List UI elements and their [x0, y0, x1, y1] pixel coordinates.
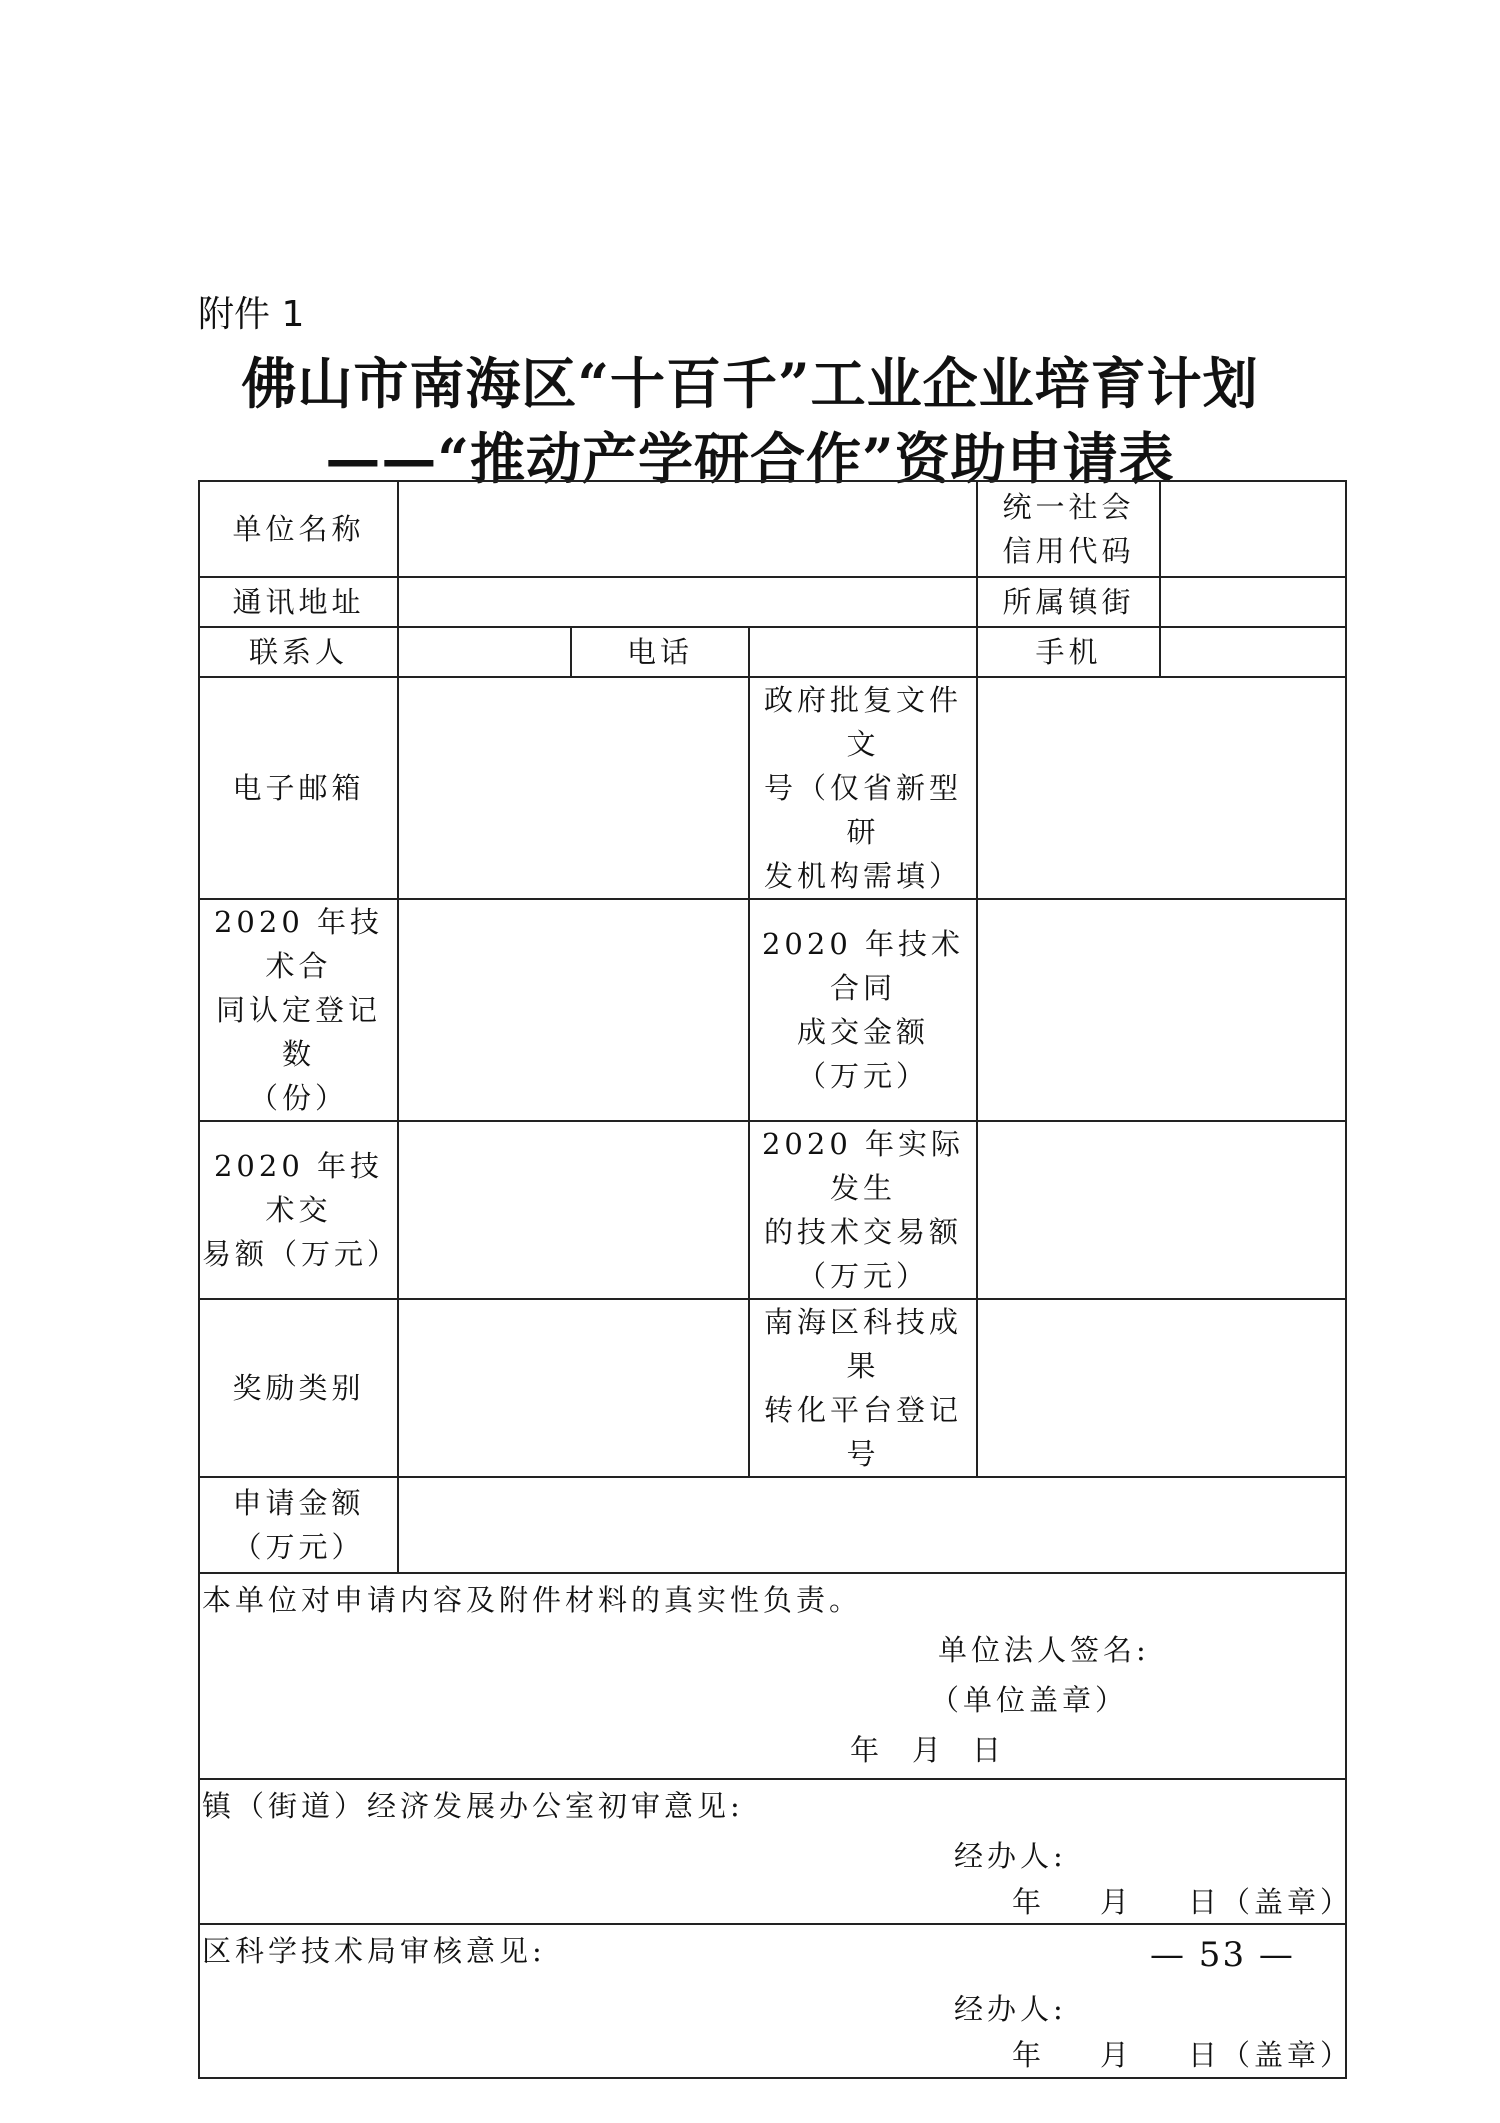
- apply-amount-label-line2: （万元）: [232, 1530, 365, 1564]
- contract-count-label-line3: （份）: [248, 1081, 348, 1115]
- gov-doc-label-line3: 发机构需填）: [763, 859, 962, 893]
- form-title-line2: ——“推动产学研合作”资助申请表: [325, 426, 1175, 491]
- gov-doc-label-line2: 号（仅省新型研: [763, 771, 962, 849]
- district-review-day-seal: 日（盖章）: [1188, 2038, 1354, 2072]
- table-row: [199, 481, 1346, 577]
- unit-name-label: 单位名称: [199, 481, 398, 577]
- contract-amount-label-line3: （万元）: [796, 1059, 929, 1093]
- award-type-label: 奖励类别: [199, 1299, 398, 1477]
- attachment-label: 附件 1: [198, 294, 305, 335]
- mobile-label: 手机: [977, 627, 1160, 677]
- legal-rep-signature-label: 单位法人签名:: [938, 1633, 1150, 1667]
- platform-label-line2: 转化平台登记号: [763, 1393, 962, 1471]
- gov-doc-label-line1: 政府批复文件文: [763, 683, 962, 761]
- phone-field[interactable]: [749, 627, 977, 677]
- contract-amount-label: [749, 899, 977, 1121]
- district-review-handler-label: 经办人:: [954, 1992, 1067, 2026]
- table-row: [199, 1573, 1346, 1779]
- contract-count-label-line1: 2020 年技术合: [213, 905, 384, 983]
- town-review-day-seal: 日（盖章）: [1188, 1885, 1354, 1919]
- declaration-month: 月: [912, 1733, 946, 1767]
- page-number: — 53 —: [1150, 1935, 1295, 1975]
- contact-field[interactable]: [398, 627, 571, 677]
- credit-code-field[interactable]: [1160, 481, 1346, 577]
- email-field[interactable]: [398, 677, 749, 899]
- trade-amount-label-line1: 2020 年技术交: [213, 1149, 384, 1227]
- declaration-year: 年: [850, 1733, 884, 1767]
- actual-trade-label-line2: 的技术交易额: [763, 1215, 962, 1249]
- apply-amount-label-line1: 申请金额: [232, 1486, 365, 1520]
- table-row: [199, 677, 1346, 899]
- address-label: 通讯地址: [199, 577, 398, 627]
- gov-doc-label: [749, 677, 977, 899]
- table-row: [199, 627, 1346, 677]
- table-row: [199, 1299, 1346, 1477]
- email-label: 电子邮箱: [199, 677, 398, 899]
- apply-amount-label: [199, 1477, 398, 1573]
- contract-count-label-line2: 同认定登记数: [215, 993, 381, 1071]
- credit-code-label: [977, 481, 1160, 577]
- town-review-month: 月: [1100, 1885, 1134, 1919]
- table-row: [199, 1477, 1346, 1573]
- town-review-section[interactable]: [199, 1779, 1354, 1924]
- town-review-heading: 镇（街道）经济发展办公室初审意见:: [202, 1789, 744, 1823]
- district-review-heading: 区科学技术局审核意见:: [202, 1934, 546, 1968]
- contract-count-label: [199, 899, 398, 1121]
- declaration-section[interactable]: [199, 1573, 1346, 1779]
- table-row: [199, 899, 1346, 1121]
- declaration-statement: 本单位对申请内容及附件材料的真实性负责。: [202, 1583, 863, 1617]
- contract-count-field[interactable]: [398, 899, 749, 1121]
- award-type-field[interactable]: [398, 1299, 749, 1477]
- unit-seal-label: （单位盖章）: [930, 1683, 1129, 1717]
- apply-amount-field[interactable]: [398, 1477, 1346, 1573]
- unit-name-field[interactable]: [398, 481, 977, 577]
- phone-label: 电话: [571, 627, 749, 677]
- actual-trade-label-line1: 2020 年实际发生: [761, 1127, 965, 1205]
- platform-label-line1: 南海区科技成果: [763, 1305, 962, 1383]
- district-review-month: 月: [1100, 2038, 1134, 2072]
- contract-amount-label-line1: 2020 年技术合同: [761, 927, 965, 1005]
- platform-field[interactable]: [977, 1299, 1346, 1477]
- contract-amount-label-line2: 成交金额: [796, 1015, 929, 1049]
- table-row: [199, 1779, 1346, 1924]
- actual-trade-label: [749, 1121, 977, 1299]
- contact-label: 联系人: [199, 627, 398, 677]
- credit-code-label-line1: 统一社会: [1002, 490, 1135, 524]
- actual-trade-label-line3: （万元）: [796, 1259, 929, 1293]
- town-review-handler-label: 经办人:: [954, 1839, 1067, 1873]
- trade-amount-label-line2: 易额（万元）: [202, 1237, 401, 1271]
- form-title-line1: 佛山市南海区“十百千”工业企业培育计划: [241, 351, 1259, 416]
- trade-amount-label: [199, 1121, 401, 1299]
- mobile-field[interactable]: [1160, 627, 1346, 677]
- declaration-day: 日: [972, 1733, 1006, 1767]
- platform-label: [749, 1299, 977, 1477]
- gov-doc-field[interactable]: [977, 677, 1346, 899]
- town-field[interactable]: [1160, 577, 1346, 627]
- contract-amount-field[interactable]: [977, 899, 1346, 1121]
- table-row: [199, 1121, 1346, 1299]
- table-row: [199, 577, 1346, 627]
- district-review-year: 年: [1012, 2038, 1046, 2072]
- application-form-table: [198, 480, 1354, 2079]
- trade-amount-field[interactable]: [398, 1121, 749, 1299]
- credit-code-label-line2: 信用代码: [1002, 534, 1135, 568]
- address-field[interactable]: [398, 577, 977, 627]
- town-label: 所属镇街: [977, 577, 1160, 627]
- actual-trade-field[interactable]: [977, 1121, 1346, 1299]
- town-review-year: 年: [1012, 1885, 1046, 1919]
